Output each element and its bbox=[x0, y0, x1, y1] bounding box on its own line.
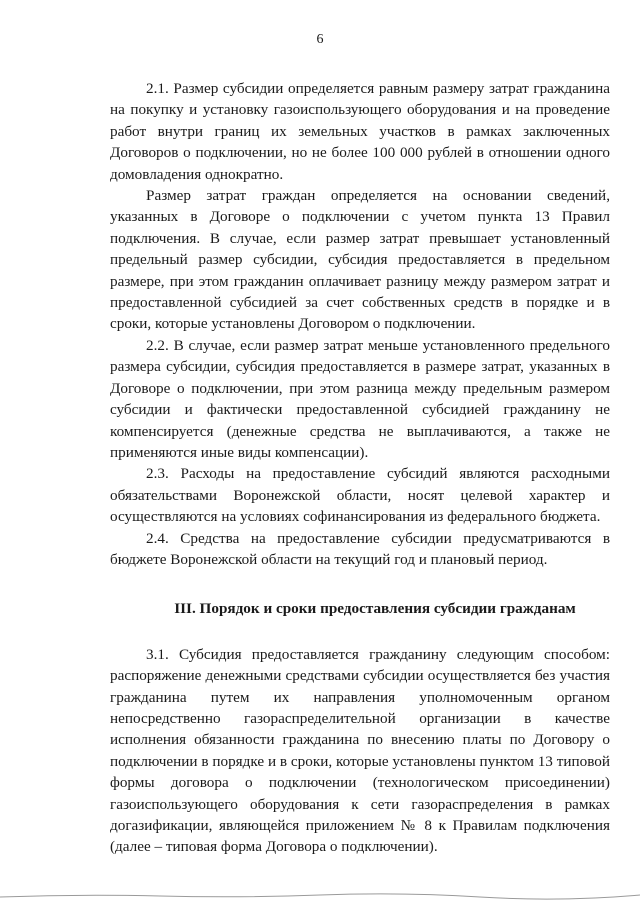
paragraph-2-1-cont: Размер затрат граждан определяется на основании сведений, указанных в Договоре о подключении с учетом пункта 13 Правил подключения. В случае, если размер затрат превышает установленный предельный размер субсидии, субсидия предоставляется в предельном размере, при этом гражданин оплачивает разницу между размером затрат и предоставленной субсидией за счет собственных средств в порядке и в сроки, которые установлены Договором о подключении. bbox=[110, 187, 610, 333]
page-bottom-edge bbox=[0, 889, 640, 901]
paragraph-2-4: 2.4. Средства на предоставление субсидии предусматриваются в бюджете Воронежской области на текущий год и плановый период. bbox=[110, 529, 610, 568]
section-3-heading: III. Порядок и сроки предоставления субсидии гражданам bbox=[174, 600, 576, 618]
paragraph-2-2: 2.2. В случае, если размер затрат меньше установленного предельного размера субсидии, субсидия предоставляется в размере затрат, указанных в Договоре о подключении, при этом разница между предельным размером субсидии и фактически предоставленной субсидией гражданину не компенсируется (денежные средства не выплачиваются, а также не применяются иные виды компенсации). bbox=[110, 336, 610, 461]
paragraph-3-1: 3.1. Субсидия предоставляется гражданину следующим способом: распоряжение денежными средствами субсидии осуществляется без участия гражданина путем их направления уполномоченным органом непосредственно газораспределительной организации в качестве исполнения обязанности гражданина по внесению платы по Договору о подключении в порядке и в сроки, которые установлены пунктом 13 типовой формы договора о подключении (технологическом присоединении) газоиспользующего оборудования к сети газораспределения в рамках догазификации, являющейся приложением № 8 к Правилам подключения (далее – типовая форма Договора о подключении). bbox=[110, 645, 610, 856]
paragraph-2-1: 2.1. Размер субсидии определяется равным размеру затрат гражданина на покупку и установку газоиспользующего оборудования и на проведение работ внутри границ их земельных участков в рамках заключенных Договоров о подключении, но не более 100 000 рублей в отношении одного домовладения однократно. bbox=[110, 80, 610, 183]
page-number: 6 bbox=[316, 32, 324, 47]
paragraph-2-3: 2.3. Расходы на предоставление субсидий являются расходными обязательствами Воронежской области, носят целевой характер и осуществляются на условиях софинансирования из федерального бюджета. bbox=[110, 465, 610, 526]
document-body bbox=[110, 78, 610, 858]
